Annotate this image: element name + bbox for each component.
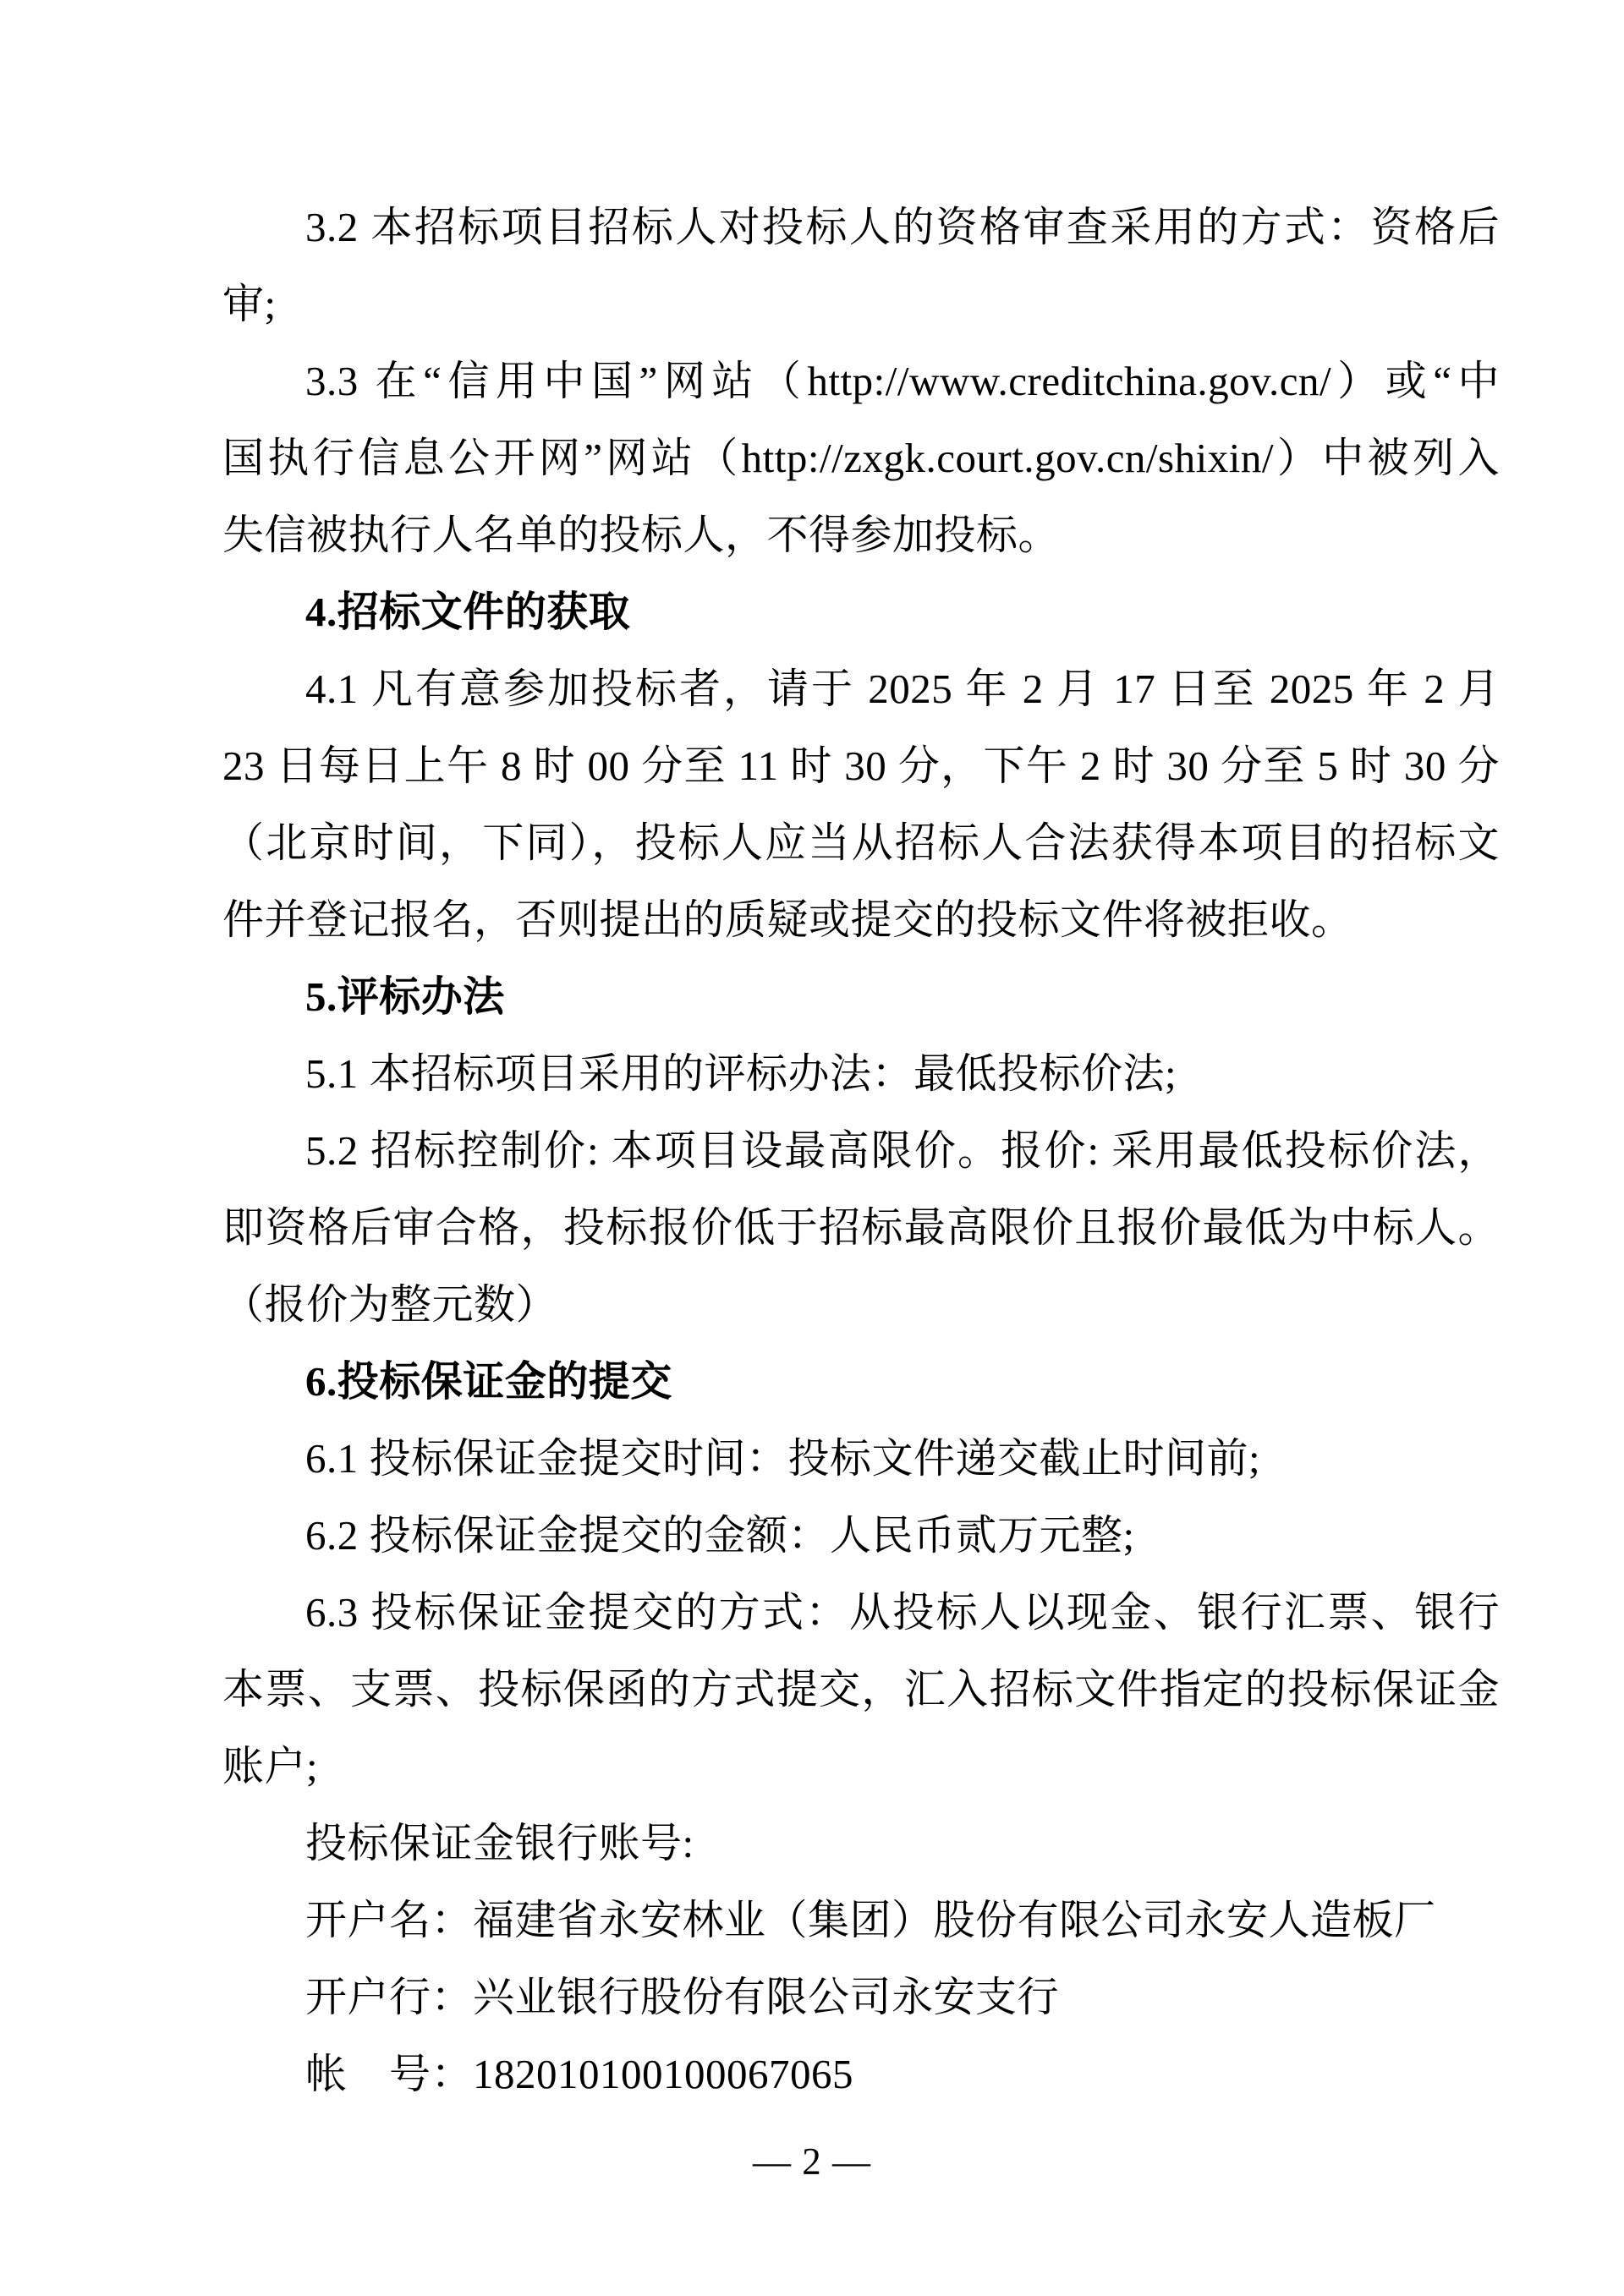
text-line: 审; <box>222 281 277 327</box>
account-number-line: 帐 号：182010100100067065 <box>305 2051 854 2097</box>
text-line: 6.3 投标保证金提交的方式：从投标人以现金、银行汇票、银行 <box>305 1589 1500 1636</box>
text-line: （报价为整元数） <box>222 1281 558 1328</box>
text-line: 国执行信息公开网”网站（http://zxgk.court.gov.cn/shixin/）中被列入 <box>222 435 1500 481</box>
text-line: 3.2 本招标项目招标人对投标人的资格审查采用的方式：资格后 <box>305 204 1500 250</box>
heading-section-6: 6.投标保证金的提交 <box>305 1358 672 1405</box>
document-body <box>222 189 1500 2112</box>
text-line: 5.1 本招标项目采用的评标办法：最低投标价法; <box>305 1050 1177 1097</box>
text-line: （北京时间，下同），投标人应当从招标人合法获得本项目的招标文 <box>222 819 1500 866</box>
deposit-account-title: 投标保证金银行账号: <box>305 1820 694 1866</box>
text-line: 即资格后审合格，投标报价低于招标最高限价且报价最低为中标人。 <box>222 1204 1500 1251</box>
bank-name-line: 开户行：兴业银行股份有限公司永安支行 <box>305 1974 1060 2020</box>
text-line: 6.2 投标保证金提交的金额：人民币贰万元整; <box>305 1512 1135 1559</box>
text-line: 4.1 凡有意参加投标者，请于 2025 年 2 月 17 日至 2025 年 2 月 <box>305 666 1500 712</box>
account-name-line: 开户名：福建省永安林业（集团）股份有限公司永安人造板厂 <box>305 1897 1436 1943</box>
text-line: 本票、支票、投标保函的方式提交，汇入招标文件指定的投标保证金 <box>222 1666 1500 1712</box>
text-line: 5.2 招标控制价: 本项目设最高限价。报价: 采用最低投标价法， <box>305 1127 1500 1174</box>
page-number: — 2 — <box>753 2140 871 2183</box>
text-line: 失信被执行人名单的投标人，不得参加投标。 <box>222 512 1061 558</box>
text-line: 3.3 在“信用中国”网站（http://www.creditchina.gov.cn/）或“中 <box>305 358 1500 404</box>
text-line: 件并登记报名，否则提出的质疑或提交的投标文件将被拒收。 <box>222 896 1353 943</box>
heading-section-5: 5.评标办法 <box>305 973 505 1020</box>
text-line: 6.1 投标保证金提交时间：投标文件递交截止时间前; <box>305 1435 1261 1482</box>
text-line: 账户; <box>222 1743 319 1789</box>
heading-section-4: 4.招标文件的获取 <box>305 589 631 635</box>
text-line: 23 日每日上午 8 时 00 分至 11 时 30 分，下午 2 时 30 分至 5 时 30 分 <box>222 743 1500 789</box>
